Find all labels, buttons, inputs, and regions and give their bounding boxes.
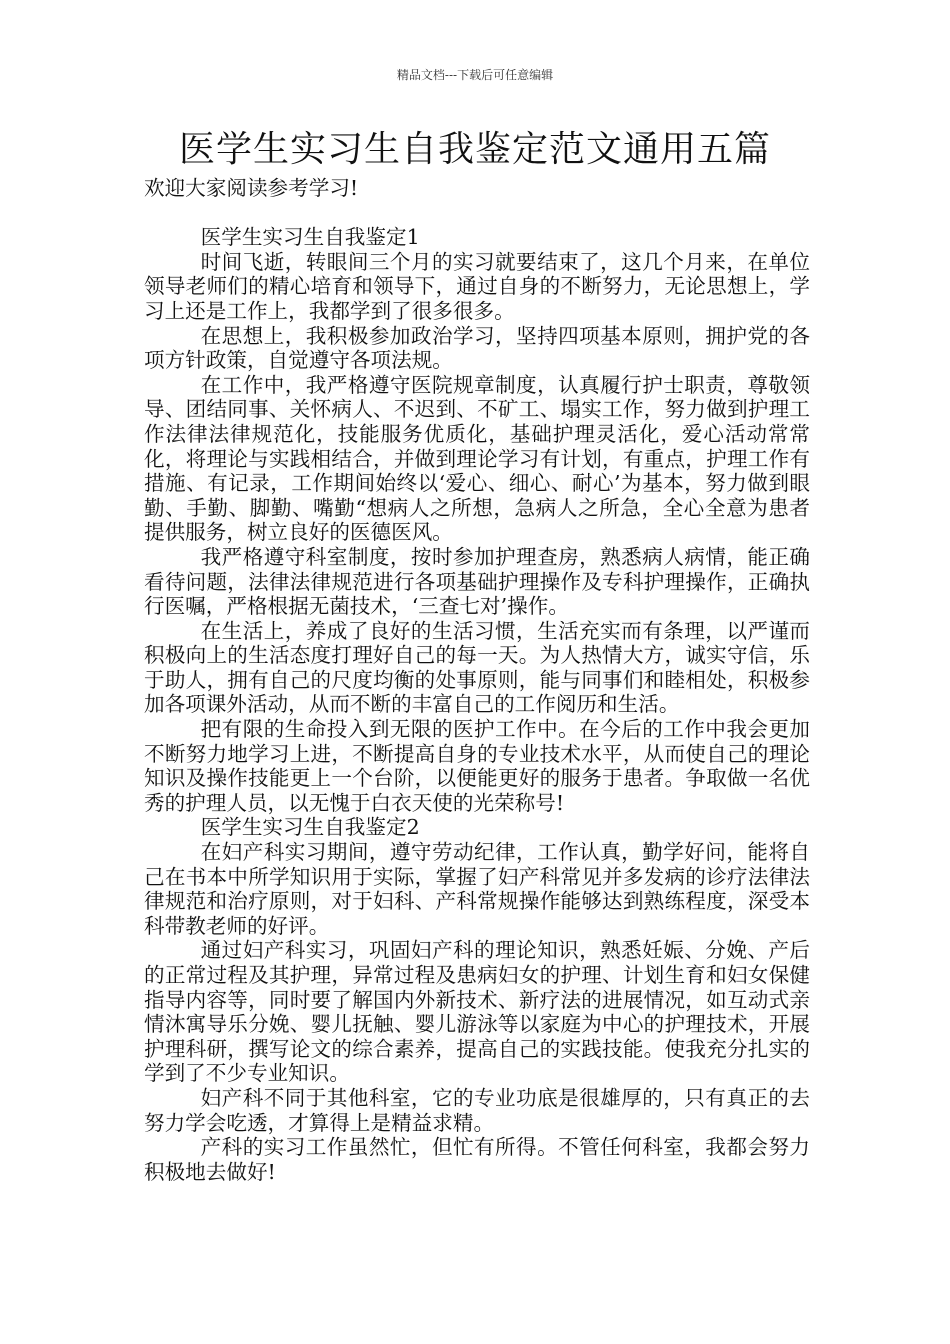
paragraph: 在生活上，养成了良好的生活习惯，生活充实而有条理，以严谨而积极向上的生活态度打理好自己的每一天。为人热情大方，诚实守信，乐于助人，拥有自己的尺度均衡的处事原则，能与同事们和睦相处，积极参加各项课外活动，从而不断的丰富自己的工作阅历和生活。: [144, 618, 810, 717]
paragraph: 妇产科不同于其他科室，它的专业功底是很雄厚的，只有真正的去努力学会吃透，才算得上是精益求精。: [144, 1085, 810, 1135]
section-heading-2: 医学生实习生自我鉴定2: [200, 815, 420, 840]
paragraph: 通过妇产科实习，巩固妇产科的理论知识，熟悉妊娠、分娩、产后的正常过程及其护理，异常过程及患病妇女的护理、计划生育和妇女保健指导内容等，同时要了解国内外新技术、新疗法的进展情况，如互动式亲情沐寓导乐分娩、婴儿抚触、婴儿游泳等以家庭为中心的护理技术，开展护理科研，撰写论文的综合素养，提高自己的实践技能。使我充分扎实的学到了不少专业知识。: [144, 938, 810, 1086]
section-heading-1: 医学生实习生自我鉴定1: [200, 225, 420, 250]
paragraph: 把有限的生命投入到无限的医护工作中。在今后的工作中我会更加不断努力地学习上进，不断提高自身的专业技术水平，从而使自己的理论知识及操作技能更上一个台阶，以便能更好的服务于患者。争取做一名优秀的护理人员，以无愧于白衣天使的光荣称号!: [144, 717, 810, 815]
paragraph: 产科的实习工作虽然忙，但忙有所得。不管任何科室，我都会努力积极地去做好!: [144, 1135, 810, 1184]
intro-text: 欢迎大家阅读参考学习!: [144, 176, 359, 200]
document-body: [144, 176, 810, 1184]
paragraph: 在思想上，我积极参加政治学习，坚持四项基本原则，拥护党的各项方针政策，自觉遵守各项法规。: [144, 323, 810, 373]
paragraph: 时间飞逝，转眼间三个月的实习就要结束了，这几个月来，在单位领导老师们的精心培育和领导下，通过自身的不断努力，无论思想上，学习上还是工作上，我都学到了很多很多。: [144, 249, 810, 323]
paragraph: 在妇产科实习期间，遵守劳动纪律，工作认真，勤学好问，能将自己在书本中所学知识用于实际，掌握了妇产科常见并多发病的诊疗法律法律规范和治疗原则，对于妇科、产科常规操作能够达到熟练程度，深受本科带教老师的好评。: [144, 840, 810, 938]
document-title: 医学生实习生自我鉴定范文通用五篇: [178, 129, 771, 170]
paragraph: 在工作中，我严格遵守医院规章制度，认真履行护士职责，尊敬领导、团结同事、关怀病人、不迟到、不矿工、塌实工作，努力做到护理工作法律法律规范化，技能服务优质化，基础护理灵活化，爱心活动常常化，将理论与实践相结合，并做到理论学习有计划，有重点，护理工作有措施、有记录，工作期间始终以‘爱心、细心、耐心’为基本，努力做到眼勤、手勤、脚勤、嘴勤“想病人之所想，急病人之所急，全心全意为患者提供服务，树立良好的医德医风。: [144, 372, 810, 545]
page-header: 精品文档---下载后可任意编辑: [396, 68, 554, 82]
paragraph: 我严格遵守科室制度，按时参加护理查房，熟悉病人病情，能正确看待问题，法律法律规范进行各项基础护理操作及专科护理操作，正确执行医嘱，严格根据无菌技术，‘三查七对’操作。: [144, 544, 810, 619]
